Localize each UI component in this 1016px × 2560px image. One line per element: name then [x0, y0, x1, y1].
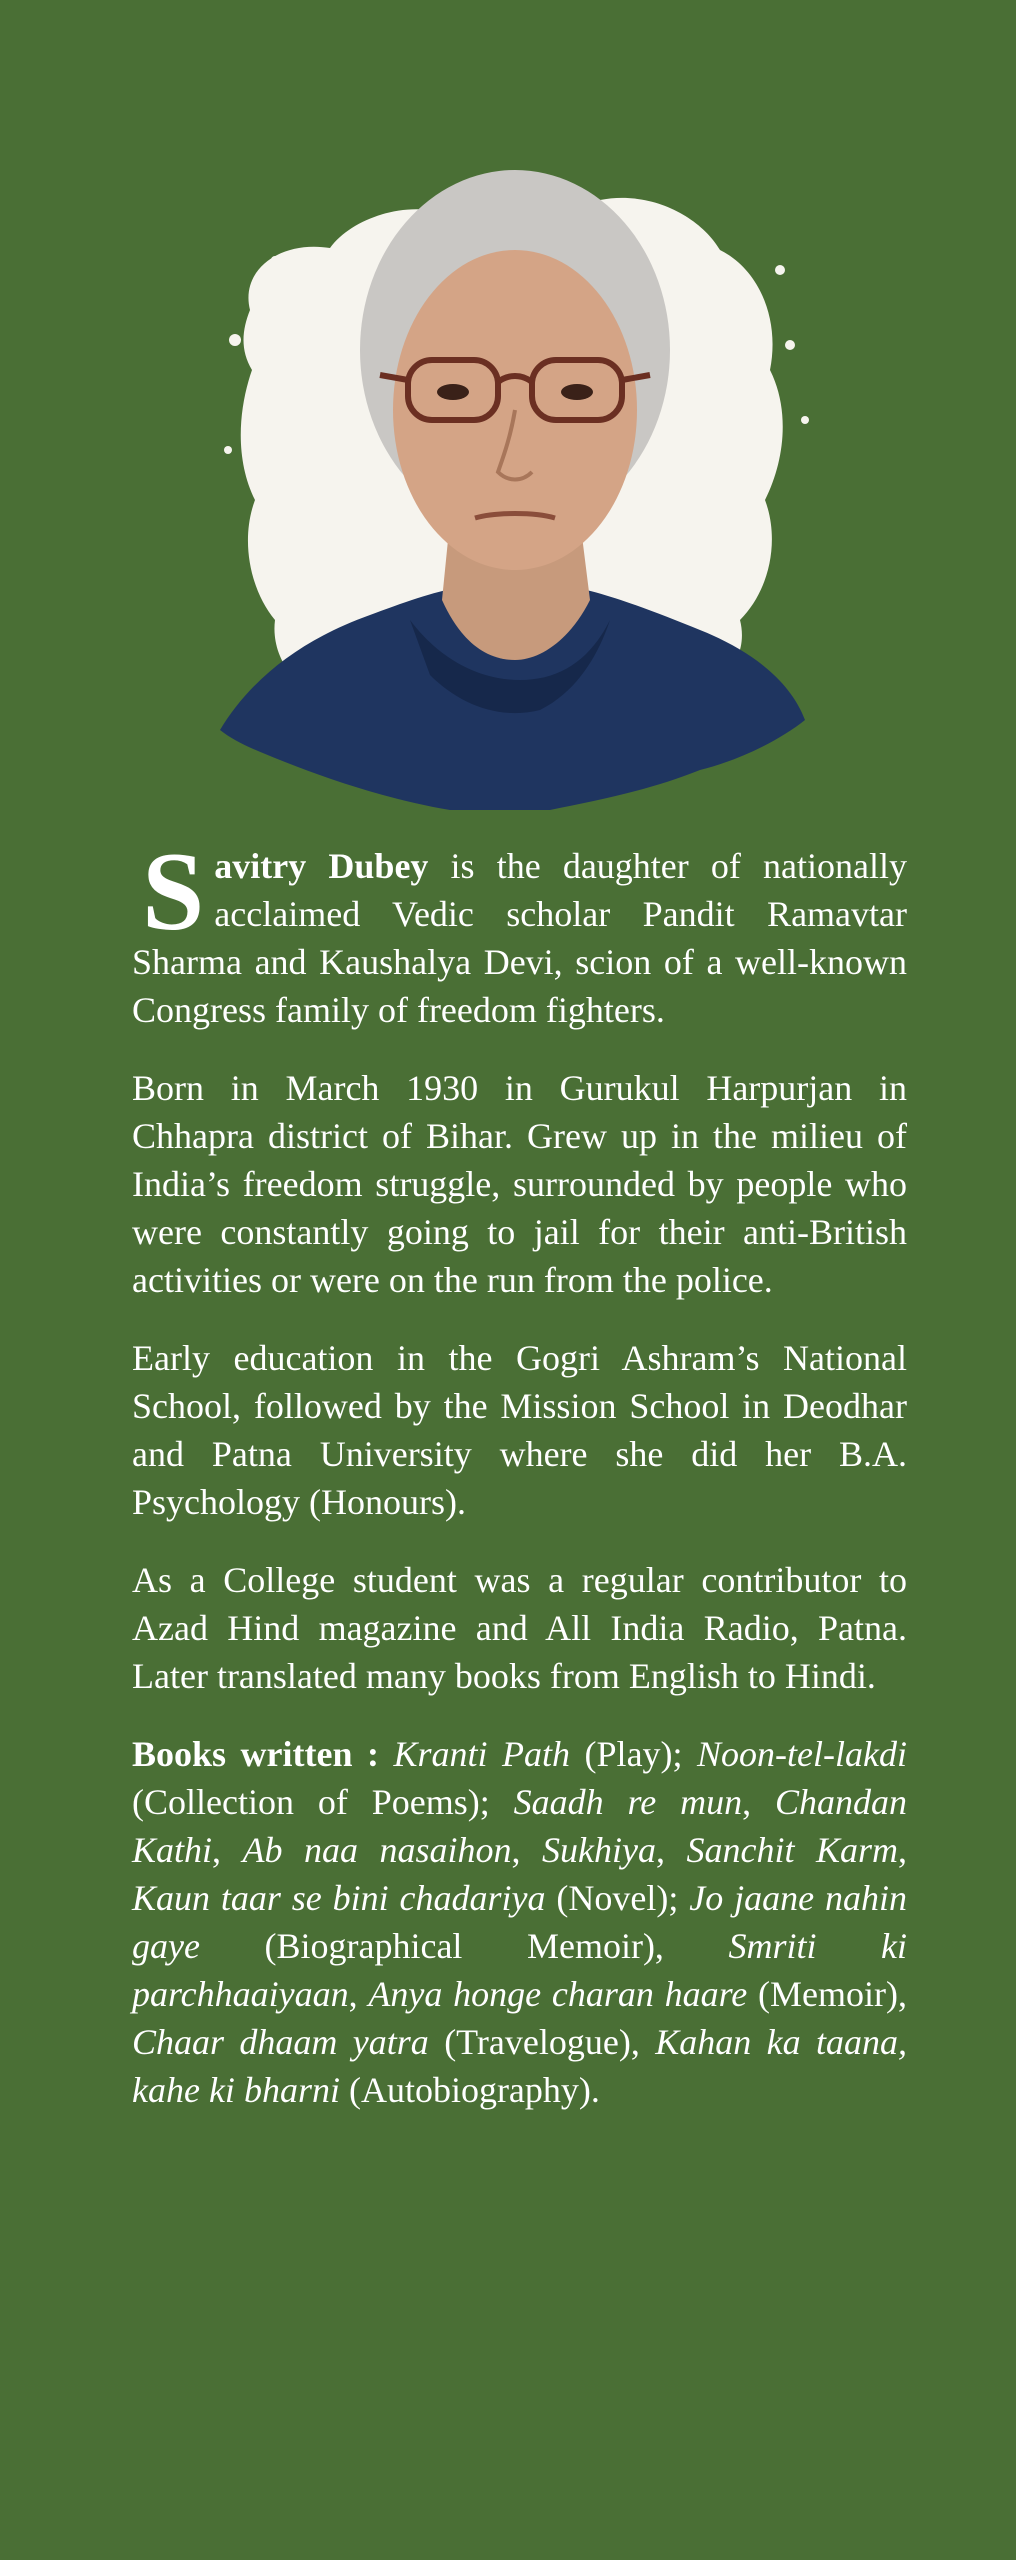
book-note: , [897, 1830, 907, 1870]
intro-paragraph [132, 830, 907, 1034]
books-paragraph [132, 1730, 907, 2114]
book-title: Sukhiya [542, 1830, 656, 1870]
book-title: Kahan ka taana, kahe ki bharni [132, 2022, 907, 2110]
book-title: Kaun taar se bini chadariya [132, 1878, 546, 1918]
splash-speck [785, 340, 795, 350]
splash-speck [224, 446, 232, 454]
books-list [132, 1734, 907, 2110]
book-note: , [212, 1830, 243, 1870]
portrait-eye-right [561, 384, 593, 400]
book-note: (Play); [570, 1734, 698, 1774]
splash-speck [229, 334, 241, 346]
book-title: Chaar dhaam yatra [132, 2022, 429, 2062]
book-note: , [348, 1974, 369, 2014]
education-paragraph: Early education in the Gogri Ashram’s National School, followed by the Mission School in Deodhar and Patna University where she did her B.A. Psychology (Honours). [132, 1338, 907, 1522]
book-note: (Novel); [545, 1878, 690, 1918]
book-title: Chandan Kathi [132, 1782, 907, 1870]
author-photo [180, 120, 840, 820]
book-title: Jo jaane nahin gaye [132, 1878, 907, 1966]
drop-cap: S [142, 830, 205, 954]
college-paragraph: As a College student was a regular contributor to Azad Hind magazine and All India Radio, Patna. Later translated many books from English to Hindi. [132, 1560, 907, 1696]
book-title: Saadh re mun [513, 1782, 743, 1822]
book-note: (Autobiography). [339, 2070, 600, 2110]
book-title: Kranti Path [393, 1734, 571, 1774]
book-note: , [655, 1830, 687, 1870]
book-note: , [511, 1830, 543, 1870]
book-note: , [742, 1782, 775, 1822]
book-title: Smriti ki parchhaaiyaan [132, 1926, 907, 2014]
splash-speck [801, 416, 809, 424]
book-title: Anya honge charan haare [368, 1974, 748, 2014]
author-biography [132, 830, 907, 2144]
book-note: (Memoir), [747, 1974, 907, 2014]
book-note: (Collection of Poems); [132, 1782, 514, 1822]
author-portrait [180, 120, 840, 820]
splash-speck [775, 265, 785, 275]
books-label: Books written : [132, 1734, 379, 1774]
book-note: (Biographical Memoir), [199, 1926, 729, 1966]
portrait-eye-left [437, 384, 469, 400]
intro-text: is the daughter of nationally acclaimed Vedic scholar Pandit Ramavtar Sharma and Kaushalya Devi, scion of a well-known Congress family of freedom fighters. [132, 846, 907, 1030]
splash-speck [271, 256, 279, 264]
birth-paragraph: Born in March 1930 in Gurukul Harpurjan in Chhapra district of Bihar. Grew up in the milieu of India’s freedom struggle, surrounded by people who were constantly going to jail for their anti-British activities or were on the run from the police. [132, 1068, 907, 1300]
author-name: avitry Dubey [214, 846, 429, 886]
book-title: Sanchit Karm [686, 1830, 898, 1870]
book-title: Noon-tel-lakdi [697, 1734, 907, 1774]
book-title: Ab naa nasaihon [242, 1830, 512, 1870]
book-note: (Travelogue), [428, 2022, 656, 2062]
